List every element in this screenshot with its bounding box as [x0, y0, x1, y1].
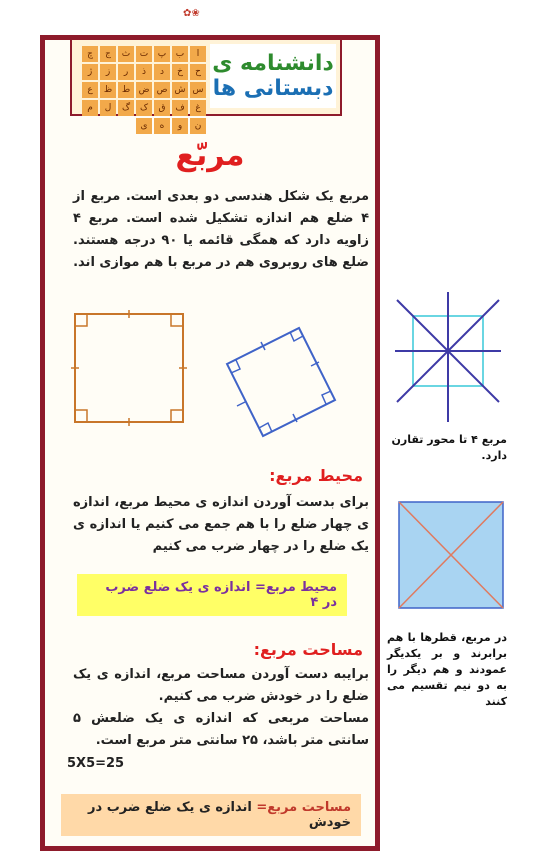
perimeter-paragraph: برای بدست آوردن اندازه ی محیط مربع، اندازه ی چهار ضلع را با هم جمع می کنیم یا اندازه ی یک ضلع را در چهار ضرب می کنیم	[73, 495, 369, 554]
alphabet-cell: ا	[190, 46, 206, 62]
alphabet-cell: خ	[172, 64, 188, 80]
alphabet-cell: ج	[100, 46, 116, 62]
area-text-1: برایبه دست آوردن مساحت مربع، اندازه ی یک ضلع را در خودش ضرب می کنیم.	[73, 667, 369, 704]
alphabet-cell: ظ	[100, 82, 116, 98]
alphabet-cell: پ	[154, 46, 170, 62]
alphabet-cell: ض	[136, 82, 152, 98]
alphabet-cell: ق	[154, 100, 170, 116]
alphabet-cell: ژ	[82, 64, 98, 80]
alphabet-cell: د	[154, 64, 170, 80]
alphabet-cell: غ	[190, 100, 206, 116]
alphabet-cell: ف	[172, 100, 188, 116]
perimeter-formula-text: اندازه ی یک ضلع ضرب در ۴	[105, 580, 337, 610]
alphabet-cell: ط	[118, 82, 134, 98]
square-illustrations	[67, 306, 367, 446]
sidebar	[383, 0, 550, 863]
brand-title-line2: دبستانی ها	[212, 76, 334, 101]
diagonals-note: در مربع، قطرها با هم برابرند و بر یکدیگر عمودند و هم دیگر را به دو نیم تقسیم می کنند	[387, 631, 507, 708]
symmetry-note: مربع ۴ تا محور تقارن دارد.	[391, 433, 507, 462]
diagonals-diagram	[397, 500, 507, 612]
orange-square	[71, 310, 187, 426]
area-formula-text: اندازه ی یک ضلع ضرب در خودش	[88, 800, 351, 830]
flower-ornament-icon: ✿❀	[183, 8, 200, 19]
alphabet-cell: ر	[118, 64, 134, 80]
alphabet-cell: ب	[172, 46, 188, 62]
alphabet-cell: ی	[136, 118, 152, 134]
alphabet-cell: ث	[118, 46, 134, 62]
area-calculation: 5X5=25	[67, 756, 125, 771]
page-title: مربّع	[175, 138, 245, 173]
header-banner	[70, 40, 342, 131]
area-heading: مساحت مربع:	[253, 640, 363, 659]
alphabet-cell: ت	[136, 46, 152, 62]
alphabet-cell: گ	[118, 100, 134, 116]
alphabet-cell: ع	[82, 82, 98, 98]
brand-title-line1: دانشنامه ی	[212, 51, 334, 76]
perimeter-formula-label: محیط مربع=	[255, 580, 337, 595]
alphabet-cell: ک	[136, 100, 152, 116]
alphabet-grid	[82, 46, 206, 134]
intro-paragraph: مربع یک شکل هندسی دو بعدی است. مربع از ۴ ضلع هم اندازه تشکیل شده است. مربع ۴ زاویه دارد که همگی قائمه یا ۹۰ درجه هستند. ضلع های روبروی هم در مربع با هم موازی اند.	[73, 189, 369, 270]
alphabet-cell: س	[190, 82, 206, 98]
alphabet-cell: ذ	[136, 64, 152, 80]
content-frame	[40, 35, 380, 851]
alphabet-cell: م	[82, 100, 98, 116]
alphabet-cell: چ	[82, 46, 98, 62]
area-formula	[61, 794, 361, 836]
symmetry-axes-diagram	[391, 292, 505, 426]
alphabet-cell: ه	[154, 118, 170, 134]
alphabet-cell: ش	[172, 82, 188, 98]
rotated-blue-square	[227, 328, 335, 436]
brand-title	[210, 44, 336, 108]
perimeter-heading: محیط مربع:	[269, 466, 363, 485]
alphabet-cell: ز	[100, 64, 116, 80]
perimeter-formula	[77, 574, 347, 616]
alphabet-cell: ص	[154, 82, 170, 98]
area-formula-label: مساحت مربع=	[256, 800, 351, 815]
area-paragraph	[73, 664, 369, 752]
alphabet-cell: ل	[100, 100, 116, 116]
alphabet-cell: ن	[190, 118, 206, 134]
alphabet-cell: ح	[190, 64, 206, 80]
area-text-2: مساحت مربعی که اندازه ی یک ضلعش ۵ سانتی متر باشد، ۲۵ سانتی متر مربع است.	[73, 711, 369, 748]
alphabet-cell: و	[172, 118, 188, 134]
